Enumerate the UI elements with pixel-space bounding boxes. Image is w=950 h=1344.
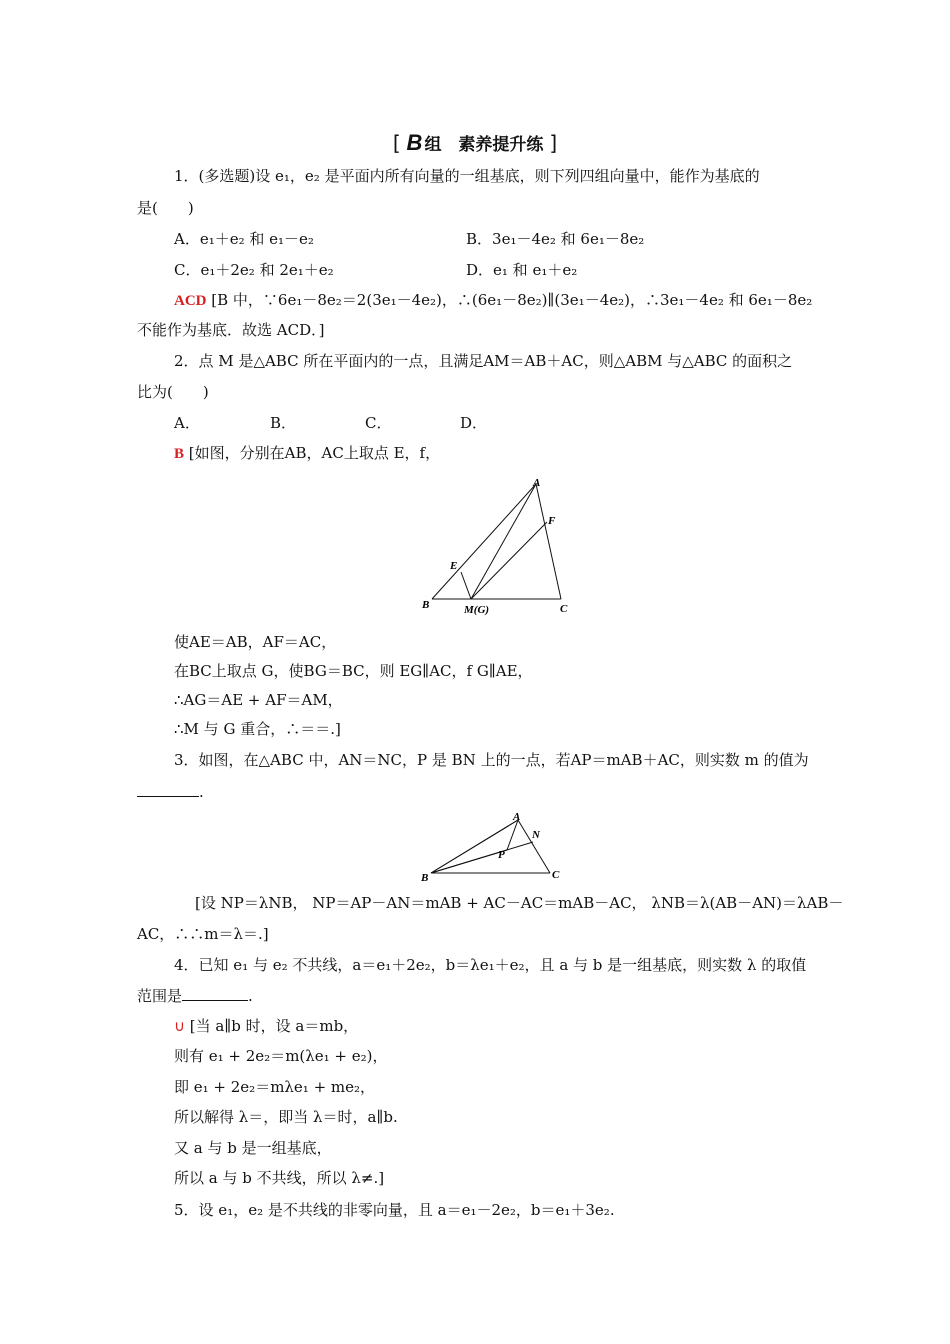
segment-bp-helper: [431, 820, 518, 873]
q2-option-a: A．: [174, 414, 200, 432]
q4-solution-line4: 所以解得 λ＝，即当 λ＝时，a∥b.: [174, 1108, 398, 1126]
q2-solution-line3: 在BC上取点 G，使BG＝BC，则 EG∥AC，f G∥AE，: [174, 662, 533, 680]
q4-solution-line2: 则有 e₁ + 2e₂＝m(λe₁ + e₂)，: [174, 1047, 388, 1065]
q4-answer: ∪: [174, 1019, 185, 1035]
q3-stem-period: .: [199, 783, 204, 801]
q3-solution-line2: AC，∴∴m＝λ＝.]: [137, 925, 269, 943]
segment-ac: [536, 484, 561, 599]
q2-option-b: B．: [270, 414, 297, 432]
q1-stem-line2: 是( ): [137, 199, 194, 217]
label-p: P: [498, 849, 505, 861]
q4-solution-line3: 即 e₁ + 2e₂＝mλe₁ + me₂，: [174, 1078, 376, 1096]
label-c: C: [552, 869, 560, 881]
q1-solution-line2: 不能作为基底．故选 ACD．]: [137, 321, 325, 339]
q1-solution-text: [B 中，∵6e₁－8e₂＝2(3e₁－4e₂)，∴(6e₁－8e₂)∥(3e₁－4e₂)，∴3e₁－4e₂ 和 6e₁－8e₂: [211, 291, 813, 309]
q4-stem-prefix: 范围是: [137, 987, 183, 1005]
q2-stem-line2: 比为( ): [137, 383, 209, 401]
q4-solution-line1: [174, 1016, 358, 1037]
q2-solution-line5: ∴M 与 G 重合，∴＝＝.]: [174, 720, 341, 738]
label-b: B: [422, 599, 430, 611]
q2-solution-line2: 使AE＝AB，AF＝AC，: [174, 633, 337, 651]
q2-solution-line1: [174, 443, 440, 464]
q4-stem-period: .: [248, 987, 253, 1005]
q1-option-d: D．e₁ 和 e₁＋e₂: [466, 261, 578, 279]
q1-answer: ACD: [174, 293, 207, 309]
segment-am: [471, 484, 536, 599]
group-b-logo: B: [406, 130, 423, 155]
q4-solution-line6: 所以 a 与 b 不共线，所以 λ≠.]: [174, 1169, 385, 1187]
segment-ac: [518, 820, 550, 873]
q1-option-a: A．e₁＋e₂ 和 e₁－e₂: [174, 230, 314, 248]
q4-stem-line2: [137, 986, 253, 1006]
left-bracket: [: [392, 131, 401, 155]
segment-fm: [471, 522, 547, 599]
q2-solution-text: [如图，分别在AB，AC上取点 E，f，: [188, 444, 441, 462]
label-a: A: [533, 477, 541, 489]
section-title: 组 素养提升练: [424, 135, 544, 155]
q2-triangle-figure: [415, 474, 575, 620]
label-m-g: M(G): [464, 604, 490, 616]
label-c: C: [560, 603, 568, 615]
q2-option-c: C．: [365, 414, 392, 432]
q3-solution-line1: [设 NP＝λNB， NP＝AP－AN＝mAB + AC－AC＝mAB－AC， λNB＝λ(AB－AN)＝λAB－: [195, 894, 844, 912]
q4-solution-line5: 又 a 与 b 是一组基底，: [174, 1139, 332, 1157]
q1-solution-line1: [174, 290, 812, 311]
label-n: N: [532, 829, 540, 841]
label-e: E: [450, 560, 458, 572]
q3-stem-line2: [137, 782, 204, 802]
q2-answer: B: [174, 446, 185, 462]
segment-ba: [432, 484, 536, 599]
q2-solution-line4: ∴AG＝AE + AF＝AM，: [174, 691, 343, 709]
q3-triangle-figure: [415, 808, 575, 886]
q1-option-b: B．3e₁－4e₂ 和 6e₁－8e₂: [466, 230, 645, 248]
label-f: F: [548, 515, 556, 527]
q2-option-d: D．: [460, 414, 488, 432]
q4-answer-blank: [182, 986, 248, 1001]
q2-stem-line1: 2．点 M 是△ABC 所在平面内的一点，且满足AM＝AB＋AC，则△ABM 与△ABC 的面积之: [174, 352, 793, 370]
segment-bp: [431, 850, 507, 873]
q1-stem-line1: 1．(多选题)设 e₁，e₂ 是平面内所有向量的一组基底，则下列四组向量中，能作为基底的: [174, 167, 760, 185]
q5-stem-line1: 5．设 e₁，e₂ 是不共线的非零向量，且 a＝e₁－2e₂，b＝e₁＋3e₂.: [174, 1201, 615, 1219]
segment-ap: [507, 820, 518, 850]
q4-stem-line1: 4．已知 e₁ 与 e₂ 不共线，a＝e₁＋2e₂，b＝λe₁＋e₂，且 a 与 b 是一组基底，则实数 λ 的取值: [174, 956, 807, 974]
q3-stem-line1: 3．如图，在△ABC 中，AN＝NC，P 是 BN 上的一点，若AP＝mAB＋AC，则实数 m 的值为: [174, 751, 809, 769]
q1-option-c: C．e₁＋2e₂ 和 2e₁＋e₂: [174, 261, 334, 279]
q3-answer-blank: [137, 782, 199, 797]
right-bracket: ]: [549, 131, 558, 155]
segment-em: [461, 572, 471, 599]
section-header: [0, 130, 950, 156]
label-b: B: [421, 872, 429, 884]
q4-solution-text: [当 a∥b 时，设 a＝mb，: [189, 1017, 359, 1035]
label-a: A: [513, 811, 521, 823]
